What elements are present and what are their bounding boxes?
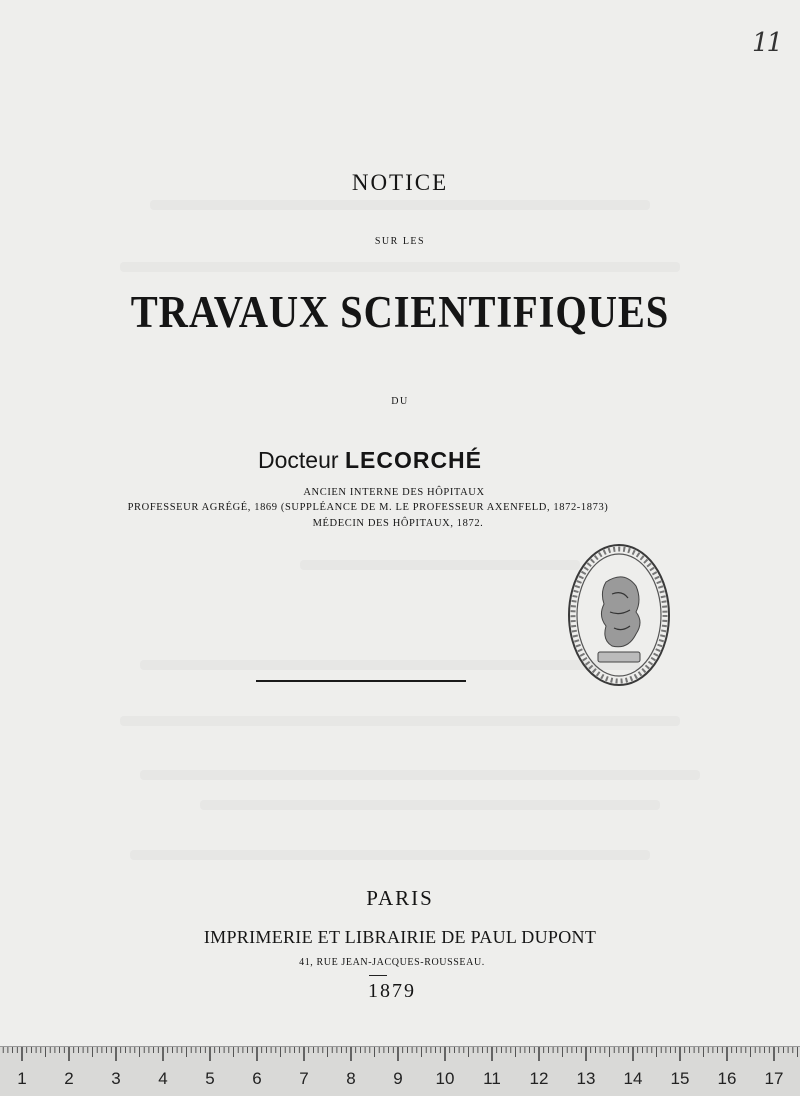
- ruler-label: 16: [717, 1069, 737, 1088]
- bleed-through-text: [150, 200, 650, 210]
- ruler-label: 14: [623, 1069, 643, 1088]
- ruler-label: 11: [483, 1069, 501, 1088]
- ruler-label: 13: [576, 1069, 596, 1088]
- ruler-label: 3: [111, 1069, 121, 1088]
- credential-line: MÉDECIN DES HÔPITAUX, 1872.: [312, 518, 484, 529]
- bleed-through-text: [120, 262, 680, 272]
- ruler-label: 9: [393, 1069, 403, 1088]
- publication-year: 1879: [368, 980, 416, 1002]
- ruler-label: 1: [17, 1069, 27, 1088]
- city: PARIS: [366, 886, 434, 910]
- library-stamp-icon: [566, 542, 672, 688]
- publisher: IMPRIMERIE ET LIBRAIRIE DE PAUL DUPONT: [203, 927, 597, 947]
- author-prefix: Docteur: [258, 447, 339, 473]
- ruler-label: 15: [670, 1069, 690, 1088]
- bleed-through-text: [300, 560, 580, 570]
- bleed-through-text: [140, 660, 640, 670]
- ruler-label: 2: [64, 1069, 74, 1088]
- bleed-through-text: [130, 850, 650, 860]
- short-divider: [369, 975, 387, 976]
- ruler-label: 8: [346, 1069, 356, 1088]
- bleed-through-text: [120, 716, 680, 726]
- ruler-label: 17: [764, 1069, 784, 1088]
- credential-line: PROFESSEUR AGRÉGÉ, 1869 (SUPPLÉANCE DE M. LE PROFESSEUR AXENFELD, 1872-1873): [127, 502, 609, 513]
- author-line: [0, 447, 770, 474]
- ruler-label: 10: [435, 1069, 455, 1088]
- ruler-ticks: [0, 1047, 800, 1069]
- credential-line: ANCIEN INTERNE DES HÔPITAUX: [303, 487, 485, 498]
- bleed-through-text: [200, 800, 660, 810]
- sur-les-text: SUR LES: [374, 236, 426, 247]
- ruler-label: 4: [158, 1069, 168, 1088]
- publisher-address: 41, RUE JEAN-JACQUES-ROUSSEAU.: [299, 957, 485, 968]
- measurement-ruler: [0, 1046, 800, 1096]
- folio-number: 11: [752, 28, 782, 58]
- ruler-label: 12: [529, 1069, 549, 1088]
- bleed-through-text: [140, 770, 700, 780]
- ruler-label: 5: [205, 1069, 215, 1088]
- ruler-label: 7: [299, 1069, 309, 1088]
- author-surname: LECORCHÉ: [344, 447, 482, 473]
- main-title: TRAVAUX SCIENTIFIQUES: [130, 287, 670, 337]
- du-text: DU: [391, 396, 409, 407]
- notice-heading: NOTICE: [351, 170, 449, 195]
- divider-rule: [256, 680, 466, 682]
- ruler-label: 6: [252, 1069, 262, 1088]
